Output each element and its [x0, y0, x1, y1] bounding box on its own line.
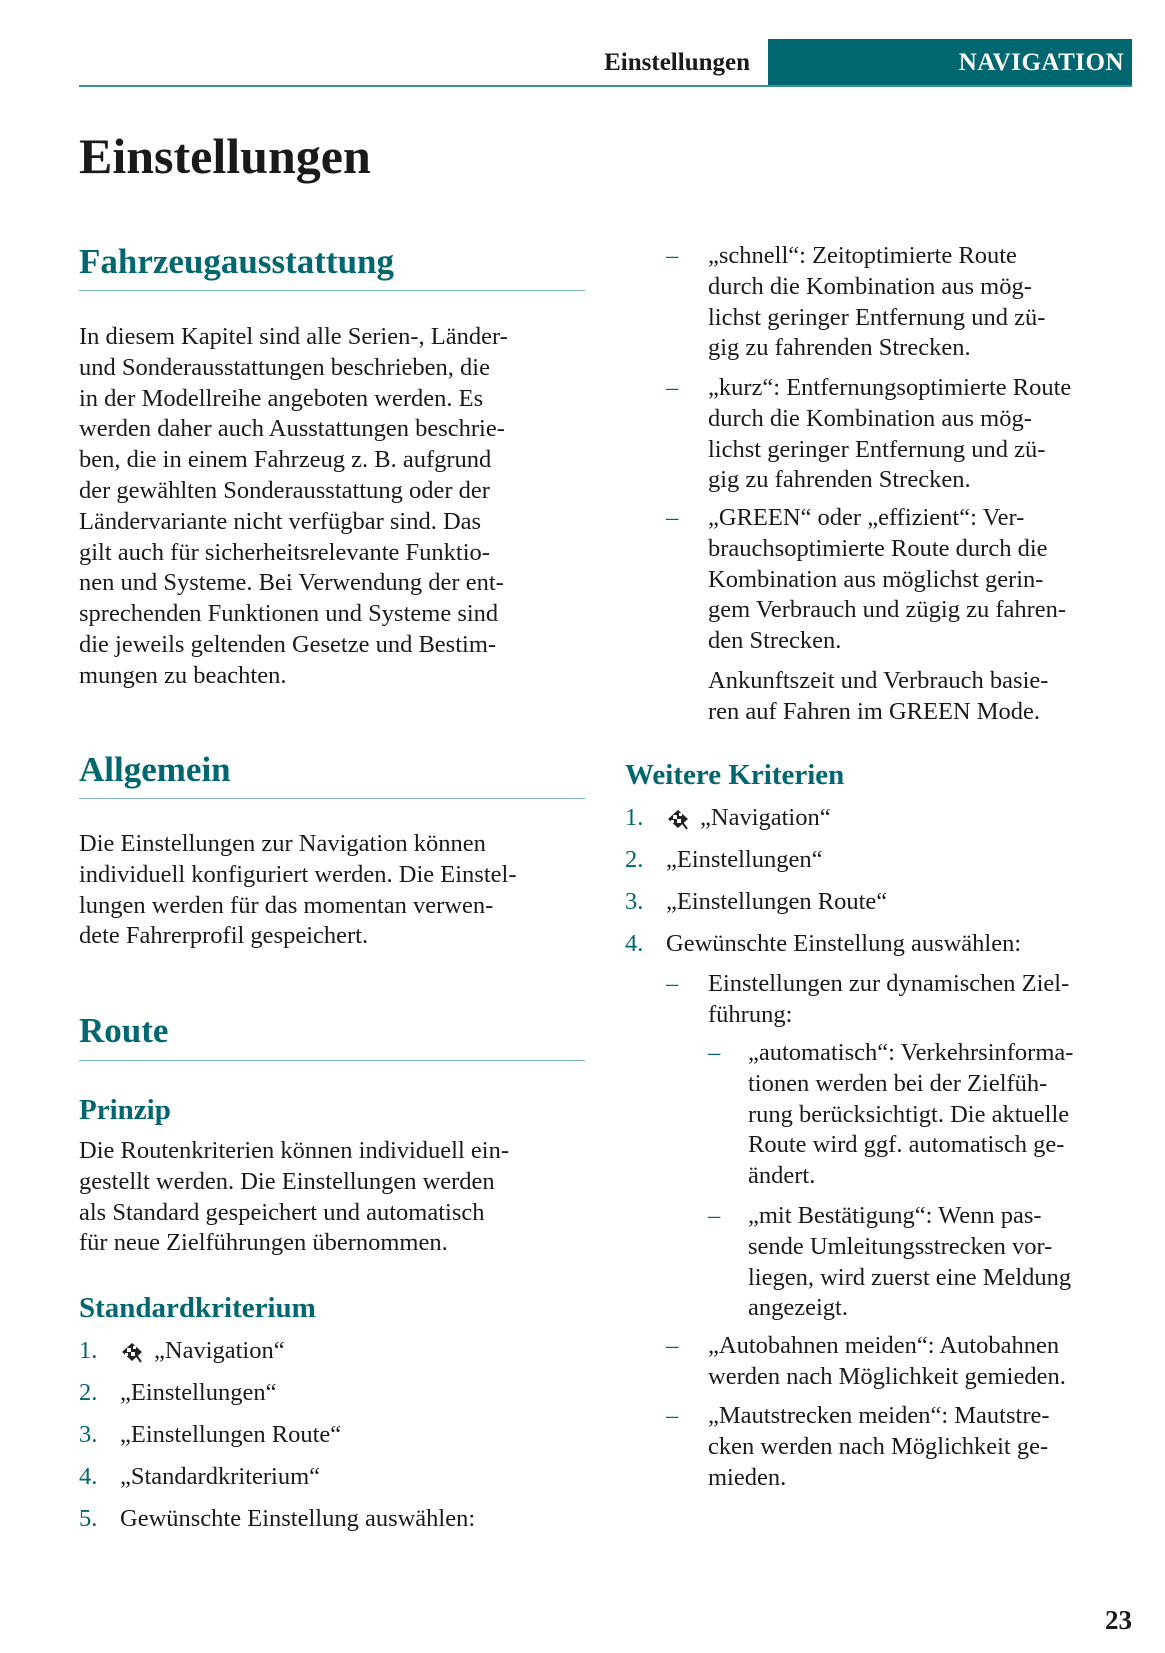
text-line: Kombination aus möglichst gerin-	[708, 565, 1044, 593]
header-chapter-tab	[768, 39, 1132, 87]
section-heading: Fahrzeugausstattung	[79, 242, 395, 281]
text-line: „GREEN“ oder „effizient“: Ver-	[708, 504, 1025, 531]
text-line: liegen, wird zuerst eine Meldung	[748, 1263, 1072, 1291]
text-line: „mit Bestätigung“: Wenn pas-	[748, 1202, 1042, 1229]
step-number: 3.	[625, 888, 644, 915]
header-divider	[79, 85, 1132, 87]
bullet-dash: –	[666, 1332, 679, 1359]
text-line: durch die Kombination aus mög-	[708, 272, 1032, 300]
text-line: als Standard gespeichert und automatisch	[79, 1198, 485, 1226]
paragraph	[79, 829, 516, 952]
text-line: der gewählten Sonderausstattung oder der	[79, 476, 490, 504]
note	[708, 666, 1048, 728]
step-item	[666, 929, 1021, 960]
text-line: rung berücksichtigt. Die aktuelle	[748, 1100, 1070, 1128]
text-line: „schnell“: Zeitoptimierte Route	[708, 242, 1017, 269]
section-heading: Standardkriterium	[79, 1292, 316, 1324]
text-line: Ländervariante nicht verfügbar sind. Das	[79, 507, 482, 535]
paragraph	[79, 322, 508, 692]
step-text: „Einstellungen Route“	[120, 1421, 342, 1448]
step-text: Gewünschte Einstellung auswählen:	[120, 1505, 476, 1532]
step-item	[120, 1504, 475, 1535]
step-number: 2.	[625, 846, 644, 873]
step-number: 2.	[79, 1379, 98, 1406]
step-text: „Standardkriterium“	[120, 1463, 321, 1490]
text-line: sende Umleitungsstrecken vor-	[748, 1232, 1053, 1260]
section-heading: Weitere Kriterien	[625, 759, 845, 791]
text-line: Die Einstellungen zur Navigation können	[79, 830, 486, 857]
text-line: lichst geringer Entfernung und zü-	[708, 303, 1046, 331]
step-number: 3.	[79, 1421, 98, 1448]
bullet-dash: –	[666, 504, 679, 531]
text-line: mungen zu beachten.	[79, 661, 287, 689]
step-number: 4.	[625, 930, 644, 957]
paragraph	[79, 1136, 509, 1259]
bullet-dash: –	[708, 1039, 721, 1066]
step-number: 1.	[79, 1337, 98, 1364]
bullet-item	[748, 1201, 1071, 1324]
step-item	[666, 803, 831, 834]
navigation-icon	[120, 1341, 144, 1363]
text-line: ren auf Fahren im GREEN Mode.	[708, 697, 1041, 725]
step-item	[666, 887, 887, 918]
step-item	[120, 1378, 276, 1409]
text-line: Einstellungen zur dynamischen Ziel-	[708, 970, 1070, 997]
text-line: „Mautstrecken meiden“: Mautstre-	[708, 1402, 1050, 1429]
section-divider	[79, 290, 585, 291]
bullet-dash: –	[666, 1402, 679, 1429]
text-line: cken werden nach Möglichkeit ge-	[708, 1432, 1049, 1460]
bullet-item	[748, 1038, 1073, 1192]
step-text: „Einstellungen Route“	[666, 888, 888, 915]
text-line: in der Modellreihe angeboten werden. Es	[79, 384, 484, 412]
text-line: den Strecken.	[708, 627, 842, 655]
text-line: werden daher auch Ausstattungen beschrie-	[79, 415, 505, 443]
step-item	[120, 1336, 285, 1367]
bullet-item	[708, 373, 1071, 496]
text-line: mieden.	[708, 1463, 787, 1491]
step-text: „Navigation“	[154, 1337, 285, 1364]
section-divider	[79, 1060, 585, 1061]
text-line: ändert.	[748, 1162, 816, 1190]
text-line: Die Routenkriterien können individuell ein-	[79, 1137, 510, 1164]
bullet-dash: –	[666, 242, 679, 269]
text-line: gilt auch für sicherheitsrelevante Funktio-	[79, 538, 490, 566]
bullet-dash: –	[666, 374, 679, 401]
text-line: ben, die in einem Fahrzeug z. B. aufgrund	[79, 446, 492, 474]
step-text: Gewünschte Einstellung auswählen:	[666, 930, 1022, 957]
text-line: gestellt werden. Die Einstellungen werden	[79, 1167, 495, 1195]
step-number: 5.	[79, 1505, 98, 1532]
text-line: „Autobahnen meiden“: Autobahnen	[708, 1332, 1060, 1359]
step-text: „Einstellungen“	[666, 846, 823, 873]
bullet-item	[708, 969, 1069, 1031]
text-line: „kurz“: Entfernungsoptimierte Route	[708, 374, 1072, 401]
bullet-item	[708, 1331, 1066, 1393]
header-section-title: Einstellungen	[604, 49, 750, 76]
bullet-item	[708, 503, 1066, 657]
step-item	[120, 1462, 320, 1493]
bullet-item	[708, 241, 1045, 364]
bullet-dash: –	[666, 970, 679, 997]
text-line: für neue Zielführungen übernommen.	[79, 1229, 448, 1257]
page-number: 23	[1105, 1605, 1132, 1635]
text-line: und Sonderausstattungen beschrieben, die	[79, 353, 490, 381]
text-line: Ankunftszeit und Verbrauch basie-	[708, 667, 1049, 694]
section-heading: Route	[79, 1011, 169, 1050]
navigation-icon	[666, 808, 690, 830]
section-heading: Prinzip	[79, 1094, 171, 1126]
text-line: dete Fahrerprofil gespeichert.	[79, 922, 369, 950]
text-line: „automatisch“: Verkehrsinforma-	[748, 1039, 1074, 1066]
step-item	[666, 845, 822, 876]
text-line: angezeigt.	[748, 1294, 848, 1322]
text-line: tionen werden bei der Zielfüh-	[748, 1069, 1048, 1097]
text-line: In diesem Kapitel sind alle Serien-, Länder-	[79, 323, 508, 350]
section-heading: Allgemein	[79, 750, 231, 789]
text-line: lungen werden für das momentan verwen-	[79, 891, 494, 919]
text-line: nen und Systeme. Bei Verwendung der ent-	[79, 569, 504, 597]
text-line: gig zu fahrenden Strecken.	[708, 334, 971, 362]
header-chapter-label: NAVIGATION	[958, 49, 1124, 76]
bullet-item	[708, 1401, 1050, 1493]
text-line: die jeweils geltenden Gesetze und Bestim-	[79, 630, 497, 658]
text-line: lichst geringer Entfernung und zü-	[708, 435, 1046, 463]
step-text: „Einstellungen“	[120, 1379, 277, 1406]
text-line: individuell konfiguriert werden. Die Einstel-	[79, 860, 517, 888]
step-item	[120, 1420, 341, 1451]
text-line: werden nach Möglichkeit gemieden.	[708, 1362, 1066, 1390]
page-title: Einstellungen	[79, 128, 371, 184]
step-number: 1.	[625, 804, 644, 831]
section-divider	[79, 798, 585, 799]
bullet-dash: –	[708, 1202, 721, 1229]
text-line: Route wird ggf. automatisch ge-	[748, 1131, 1065, 1159]
text-line: gem Verbrauch und zügig zu fahren-	[708, 596, 1067, 624]
text-line: führung:	[708, 1000, 793, 1028]
step-text: „Navigation“	[700, 804, 831, 831]
text-line: gig zu fahrenden Strecken.	[708, 466, 971, 494]
step-number: 4.	[79, 1463, 98, 1490]
text-line: sprechenden Funktionen und Systeme sind	[79, 600, 499, 628]
text-line: durch die Kombination aus mög-	[708, 404, 1032, 432]
text-line: brauchsoptimierte Route durch die	[708, 534, 1048, 562]
